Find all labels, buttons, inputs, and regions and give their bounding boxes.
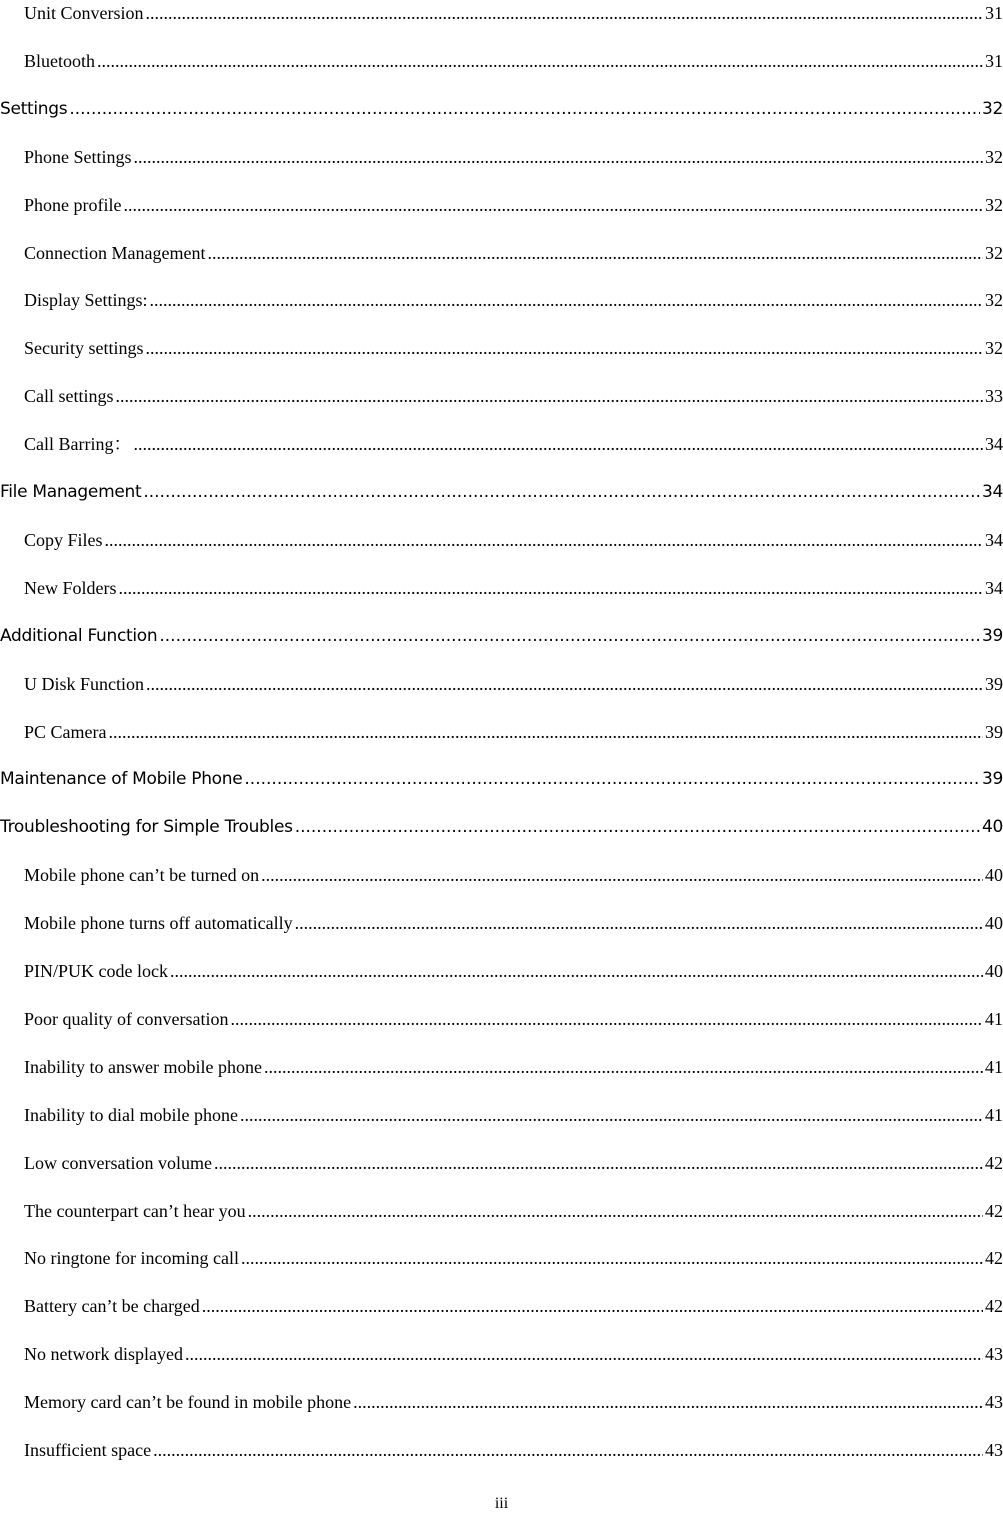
toc-dot-leader	[109, 721, 984, 743]
toc-entry-page-number: 43	[985, 1392, 1003, 1413]
toc-subsection-entry[interactable]	[0, 856, 1003, 886]
toc-entry-page-number: 32	[981, 98, 1003, 119]
toc-subsection-entry[interactable]	[0, 1383, 1003, 1413]
toc-entry-title: Mobile phone can’t be turned on	[24, 865, 260, 886]
toc-entry-page-number: 32	[985, 242, 1003, 263]
toc-entry-title: Low conversation volume	[24, 1152, 212, 1173]
toc-entry-title: New Folders	[24, 577, 117, 598]
toc-entry-page-number: 40	[985, 865, 1003, 886]
toc-subsection-entry[interactable]	[0, 42, 1003, 72]
toc-subsection-entry[interactable]	[0, 1192, 1003, 1222]
toc-entry-page-number: 34	[985, 577, 1003, 598]
toc-entry-page-number: 31	[985, 3, 1003, 23]
toc-entry-page-number: 43	[985, 1344, 1003, 1365]
toc-entry-title: Settings	[0, 98, 68, 119]
toc-subsection-entry[interactable]	[0, 521, 1003, 551]
toc-dot-leader	[295, 912, 983, 934]
toc-subsection-entry[interactable]	[0, 569, 1003, 599]
toc-entry-page-number: 42	[985, 1152, 1003, 1173]
toc-subsection-entry[interactable]	[0, 713, 1003, 743]
toc-entry-title: Mobile phone turns off automatically	[24, 913, 293, 934]
toc-dot-leader	[134, 146, 983, 168]
toc-subsection-entry[interactable]	[0, 1335, 1003, 1365]
toc-entry-title: Call settings	[24, 386, 114, 407]
toc-entry-page-number: 32	[985, 146, 1003, 167]
toc-dot-leader	[150, 289, 983, 311]
toc-dot-leader	[170, 960, 983, 982]
toc-dot-leader	[248, 1200, 983, 1222]
toc-entry-page-number: 31	[985, 50, 1003, 71]
toc-dot-leader	[207, 242, 983, 264]
toc-entry-title: Call Barring：	[24, 434, 132, 455]
toc-entry-title: Security settings	[24, 338, 144, 359]
toc-dot-leader	[146, 2, 984, 24]
toc-dot-leader	[153, 1439, 983, 1461]
toc-dot-leader	[105, 529, 983, 551]
toc-subsection-entry[interactable]	[0, 1096, 1003, 1126]
toc-entry-title: Maintenance of Mobile Phone	[0, 769, 243, 790]
toc-dot-leader	[261, 864, 983, 886]
toc-entry-page-number: 43	[985, 1440, 1003, 1460]
toc-entry-title: Poor quality of conversation	[24, 1008, 229, 1029]
toc-subsection-entry[interactable]	[0, 1287, 1003, 1317]
toc-dot-leader	[230, 1008, 983, 1030]
toc-entry-title: Phone profile	[24, 194, 122, 215]
toc-subsection-entry[interactable]	[0, 904, 1003, 934]
toc-dot-leader	[159, 625, 980, 647]
toc-subsection-entry[interactable]	[0, 1431, 1003, 1461]
toc-entry-title: Battery can’t be charged	[24, 1296, 200, 1317]
toc-entry-title: No ringtone for incoming call	[24, 1248, 239, 1269]
toc-dot-leader	[146, 673, 983, 695]
toc-entry-title: Troubleshooting for Simple Troubles	[0, 817, 293, 838]
toc-entry-page-number: 40	[981, 817, 1003, 838]
toc-dot-leader	[69, 98, 980, 120]
toc-entry-page-number: 41	[985, 1056, 1003, 1077]
toc-dot-leader	[133, 433, 983, 455]
toc-subsection-entry[interactable]	[0, 186, 1003, 216]
toc-dot-leader	[353, 1391, 983, 1413]
toc-entry-page-number: 41	[985, 1104, 1003, 1125]
page-number: iii	[494, 1495, 509, 1512]
toc-subsection-entry[interactable]	[0, 1000, 1003, 1030]
toc-entry-page-number: 39	[985, 673, 1003, 694]
toc-subsection-entry[interactable]	[0, 1144, 1003, 1174]
toc-section-entry[interactable]	[0, 617, 1003, 647]
toc-entry-title: PIN/PUK code lock	[24, 961, 168, 981]
toc-entry-title: The counterpart can’t hear you	[24, 1200, 246, 1221]
toc-entry-title: Insufficient space	[24, 1440, 152, 1460]
toc-entry-page-number: 39	[981, 769, 1003, 790]
toc-entry-page-number: 32	[985, 338, 1003, 359]
toc-subsection-entry[interactable]	[0, 377, 1003, 407]
toc-entry-title: Memory card can’t be found in mobile phone	[24, 1392, 352, 1413]
toc-dot-leader	[116, 385, 984, 407]
toc-entry-title: Bluetooth	[24, 50, 95, 71]
toc-entry-title: Copy Files	[24, 529, 103, 550]
toc-subsection-entry[interactable]	[0, 425, 1003, 455]
toc-entry-page-number: 33	[985, 386, 1003, 407]
toc-entry-page-number: 42	[985, 1200, 1003, 1221]
toc-section-entry[interactable]	[0, 808, 1003, 838]
toc-subsection-entry[interactable]	[0, 1239, 1003, 1269]
toc-entry-title: No network displayed	[24, 1344, 183, 1365]
toc-dot-leader	[97, 50, 983, 72]
toc-section-entry[interactable]	[0, 473, 1003, 503]
toc-entry-page-number: 41	[985, 1008, 1003, 1029]
toc-subsection-entry[interactable]	[0, 1048, 1003, 1078]
toc-entry-title: Inability to dial mobile phone	[24, 1104, 238, 1125]
toc-dot-leader	[123, 194, 983, 216]
toc-entry-title: File Management	[0, 482, 142, 502]
toc-dot-leader	[240, 1104, 983, 1126]
toc-entry-title: Phone Settings	[24, 146, 132, 167]
toc-dot-leader	[244, 768, 980, 790]
toc-section-entry[interactable]	[0, 760, 1003, 790]
toc-dot-leader	[185, 1343, 983, 1365]
toc-entry-page-number: 42	[985, 1248, 1003, 1269]
toc-entry-title: Connection Management	[24, 242, 206, 263]
toc-entry-title: Unit Conversion	[24, 3, 144, 23]
toc-entry-page-number: 42	[985, 1296, 1003, 1317]
toc-dot-leader	[264, 1056, 983, 1078]
toc-subsection-entry[interactable]	[0, 0, 1003, 24]
toc-subsection-entry[interactable]	[0, 952, 1003, 982]
toc-section-entry[interactable]	[0, 90, 1003, 120]
toc-entry-page-number: 34	[981, 482, 1003, 502]
toc-entry-page-number: 40	[985, 913, 1003, 934]
toc-entry-title: PC Camera	[24, 721, 107, 742]
toc-subsection-entry[interactable]	[0, 329, 1003, 359]
toc-dot-leader	[146, 337, 984, 359]
toc-subsection-entry[interactable]	[0, 665, 1003, 695]
toc-dot-leader	[143, 481, 980, 503]
toc-dot-leader	[214, 1152, 983, 1174]
toc-dot-leader	[295, 816, 980, 838]
toc-dot-leader	[241, 1247, 983, 1269]
toc-entry-page-number: 32	[985, 194, 1003, 215]
toc-entry-page-number: 39	[985, 721, 1003, 742]
toc-subsection-entry[interactable]	[0, 281, 1003, 311]
toc-entry-title: U Disk Function	[24, 673, 145, 694]
toc-dot-leader	[202, 1295, 983, 1317]
toc-entry-title: Additional Function	[0, 625, 158, 646]
toc-entry-title: Display Settings:	[24, 290, 148, 311]
toc-entry-page-number: 32	[985, 290, 1003, 311]
toc-entry-title: Inability to answer mobile phone	[24, 1056, 262, 1077]
toc-subsection-entry[interactable]	[0, 138, 1003, 168]
toc-entry-page-number: 34	[985, 529, 1003, 550]
toc-subsection-entry[interactable]	[0, 234, 1003, 264]
toc-entry-page-number: 34	[985, 434, 1003, 455]
toc-entry-page-number: 40	[985, 961, 1003, 981]
toc-entry-page-number: 39	[981, 625, 1003, 646]
toc-dot-leader	[119, 577, 984, 599]
